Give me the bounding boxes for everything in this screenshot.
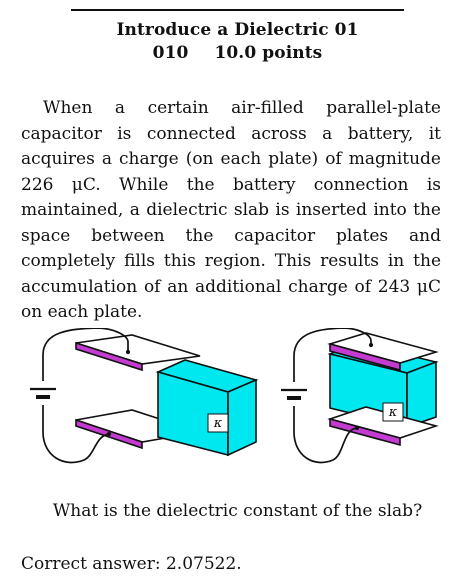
- left-slab-side: [228, 380, 256, 455]
- problem-number: 010: [152, 43, 189, 63]
- question-text: What is the dielectric constant of the slab?: [52, 501, 423, 521]
- left-top-terminal: [126, 350, 130, 354]
- right-diagram: [281, 328, 436, 462]
- capacitor-figure: [20, 328, 450, 478]
- top-rule: [71, 9, 404, 11]
- right-slab-side: [407, 362, 436, 427]
- problem-paragraph: When a certain air-filled parallel-plate capacitor is connected across a battery, it acquires a charge (on each plate) of magnitude 226 μC. While the battery connection is maintained, a dielectric slab is inserted into the space between the capacitor plates and completely fills this region. This results in the accumulation of an additional charge of 243 μC on each plate.: [21, 98, 441, 322]
- right-bottom-terminal: [355, 426, 359, 430]
- problem-header: [0, 19, 475, 65]
- problem-text: [21, 96, 441, 326]
- left-kappa-label: κ: [213, 416, 223, 431]
- problem-title: Introduce a Dielectric 01: [116, 20, 359, 40]
- problem-meta: [0, 42, 475, 65]
- right-kappa-label: κ: [388, 405, 398, 420]
- left-diagram: [30, 328, 256, 462]
- problem-points: 10.0 points: [214, 43, 323, 63]
- correct-answer: Correct answer: 2.07522.: [21, 554, 242, 574]
- left-bottom-terminal: [107, 432, 111, 436]
- right-top-terminal: [369, 343, 373, 347]
